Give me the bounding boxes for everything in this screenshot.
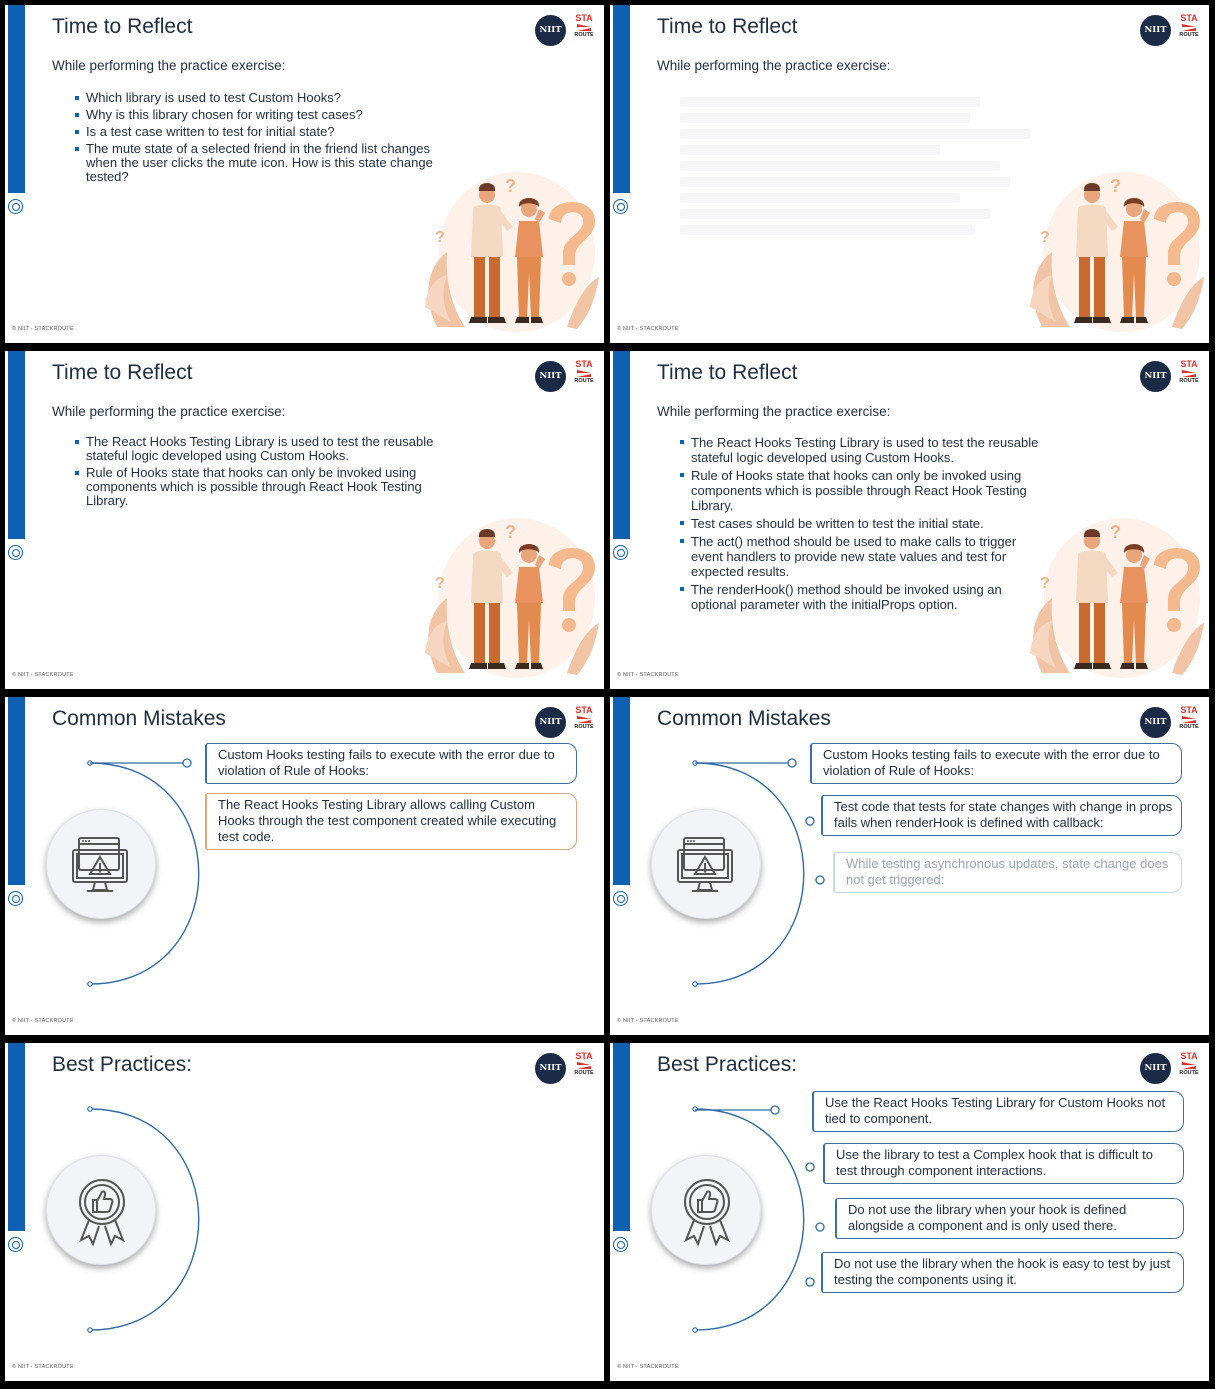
callout-box: The React Hooks Testing Library allows calling Custom Hooks through the test component created while executing test code.: [205, 793, 577, 850]
slide-title: Best Practices:: [657, 1053, 798, 1076]
bullet-list: [680, 435, 1040, 615]
computer-warning-icon: [65, 828, 139, 902]
footer-copyright: © NIIT - STACKROUTE: [12, 672, 74, 678]
slide-subtitle: While performing the practice exercise:: [657, 58, 891, 73]
bullet-list: [75, 91, 460, 187]
niit-logo: NIIT: [535, 15, 566, 46]
callout-box: While testing asynchronous updates, state change does not get triggered:: [833, 852, 1182, 893]
callout-box: Custom Hooks testing fails to execute with the error due to violation of Rule of Hooks:: [205, 743, 577, 784]
bullet-item: Rule of Hooks state that hooks can only be invoked using components which is possible through React Hook Testing Library.: [75, 466, 455, 508]
slide-title: Time to Reflect: [52, 361, 193, 384]
connector-dot: [816, 876, 824, 884]
slide-title: Best Practices:: [52, 1053, 193, 1076]
connector-dot: [816, 1223, 824, 1231]
bullseye-icon: [613, 545, 628, 560]
thumbs-up-award-icon: [670, 1174, 744, 1248]
svg-text:?: ?: [1040, 575, 1050, 592]
footer-copyright: © NIIT - STACKROUTE: [617, 1018, 679, 1024]
callout-box: Custom Hooks testing fails to execute with the error due to violation of Rule of Hooks:: [810, 743, 1182, 784]
bullet-item: Why is this library chosen for writing test cases?: [75, 108, 460, 122]
slide-best-practices-1: [5, 1043, 604, 1381]
connector-dot: [806, 1163, 814, 1171]
computer-warning-icon: [670, 828, 744, 902]
callout-box: Do not use the library when the hook is easy to test by just testing the components using it.: [821, 1252, 1184, 1293]
slide-time-to-reflect-questions: [5, 5, 604, 343]
svg-text:?: ?: [1110, 522, 1121, 542]
accent-bar: [8, 5, 25, 193]
accent-bar: [613, 351, 630, 539]
niit-logo: NIIT: [1140, 707, 1171, 738]
footer-copyright: © NIIT - STACKROUTE: [12, 326, 74, 332]
svg-text:?: ?: [435, 229, 445, 246]
svg-text:?: ?: [505, 522, 516, 542]
bullet-item: The mute state of a selected friend in the friend list changes when the user clicks the mute icon. How is this state change tested?: [75, 142, 460, 184]
niit-logo: NIIT: [1140, 361, 1171, 392]
slide-subtitle: While performing the practice exercise:: [52, 58, 286, 73]
topic-icon-circle: [46, 809, 156, 919]
faded-placeholder-lines: [680, 97, 1030, 241]
stackroute-logo: STA ROUTE: [574, 705, 594, 730]
slide-subtitle: While performing the practice exercise:: [657, 404, 891, 419]
bullet-list: [75, 435, 455, 511]
connector-dot: [183, 759, 191, 767]
bullseye-icon: [8, 199, 23, 214]
svg-text:?: ?: [1110, 176, 1121, 196]
connector-dot: [771, 1106, 779, 1114]
bullet-item: Is a test case written to test for initial state?: [75, 125, 460, 139]
bullseye-icon: [8, 545, 23, 560]
slide-subtitle: While performing the practice exercise:: [52, 404, 286, 419]
thinking-people-illustration: [1022, 503, 1204, 678]
callout-box: Test code that tests for state changes with change in props fails when renderHook is defined with callback:: [821, 795, 1182, 836]
connector-dot: [806, 817, 814, 825]
niit-logo: NIIT: [535, 1053, 566, 1084]
topic-icon-circle: [651, 1155, 761, 1265]
slide-title: Time to Reflect: [657, 15, 798, 38]
accent-bar: [613, 5, 630, 193]
bullet-item: The React Hooks Testing Library is used to test the reusable stateful logic developed using Custom Hooks.: [680, 435, 1040, 465]
niit-logo: NIIT: [1140, 15, 1171, 46]
niit-logo: NIIT: [535, 707, 566, 738]
stackroute-logo: STA ROUTE: [1179, 705, 1199, 730]
connector-dot: [806, 1278, 814, 1286]
footer-copyright: © NIIT - STACKROUTE: [617, 672, 679, 678]
callout-box: Use the React Hooks Testing Library for Custom Hooks not tied to component.: [812, 1091, 1184, 1132]
slide-title: Time to Reflect: [657, 361, 798, 384]
topic-icon-circle: [651, 809, 761, 919]
niit-logo: NIIT: [1140, 1053, 1171, 1084]
accent-bar: [8, 351, 25, 539]
svg-text:?: ?: [1040, 229, 1050, 246]
connector-dot: [788, 759, 796, 767]
slide-title: Common Mistakes: [657, 707, 831, 730]
bullet-item: Test cases should be written to test the initial state.: [680, 516, 1040, 531]
slide-title: Time to Reflect: [52, 15, 193, 38]
bullet-item: Rule of Hooks state that hooks can only be invoked using components which is possible through React Hook Testing Library.: [680, 468, 1040, 513]
svg-text:?: ?: [435, 575, 445, 592]
stackroute-logo: STA ROUTE: [574, 13, 594, 38]
stackroute-logo: STA ROUTE: [1179, 359, 1199, 384]
slide-title: Common Mistakes: [52, 707, 226, 730]
bullet-item: The React Hooks Testing Library is used to test the reusable stateful logic developed using Custom Hooks.: [75, 435, 455, 463]
bullet-item: The renderHook() method should be invoked using an optional parameter with the initialProps option.: [680, 582, 1040, 612]
slide-best-practices-2: [610, 1043, 1209, 1381]
slide-time-to-reflect-blank: [610, 5, 1209, 343]
thinking-people-illustration: [417, 157, 599, 332]
slide-common-mistakes-2: [610, 697, 1209, 1035]
footer-copyright: © NIIT - STACKROUTE: [12, 1364, 74, 1370]
callout-box: Do not use the library when your hook is defined alongside a component and is only used there.: [835, 1198, 1184, 1239]
slide-time-to-reflect-answers-1: [5, 351, 604, 689]
topic-icon-circle: [46, 1155, 156, 1265]
stackroute-logo: STA ROUTE: [1179, 1051, 1199, 1076]
thinking-people-illustration: [1022, 157, 1204, 332]
bullseye-icon: [613, 199, 628, 214]
thinking-people-illustration: [417, 503, 599, 678]
footer-copyright: © NIIT - STACKROUTE: [617, 1364, 679, 1370]
thumbs-up-award-icon: [65, 1174, 139, 1248]
stackroute-logo: STA ROUTE: [1179, 13, 1199, 38]
bullet-item: Which library is used to test Custom Hooks?: [75, 91, 460, 105]
stackroute-logo: STA ROUTE: [574, 359, 594, 384]
slide-time-to-reflect-answers-2: [610, 351, 1209, 689]
stackroute-logo: STA ROUTE: [574, 1051, 594, 1076]
bullet-item: The act() method should be used to make calls to trigger event handlers to provide new state values and test for expected results.: [680, 534, 1040, 579]
footer-copyright: © NIIT - STACKROUTE: [12, 1018, 74, 1024]
niit-logo: NIIT: [535, 361, 566, 392]
callout-box: Use the library to test a Complex hook that is difficult to test through component interactions.: [823, 1143, 1184, 1184]
slide-common-mistakes-1: [5, 697, 604, 1035]
footer-copyright: © NIIT - STACKROUTE: [617, 326, 679, 332]
svg-text:?: ?: [505, 176, 516, 196]
